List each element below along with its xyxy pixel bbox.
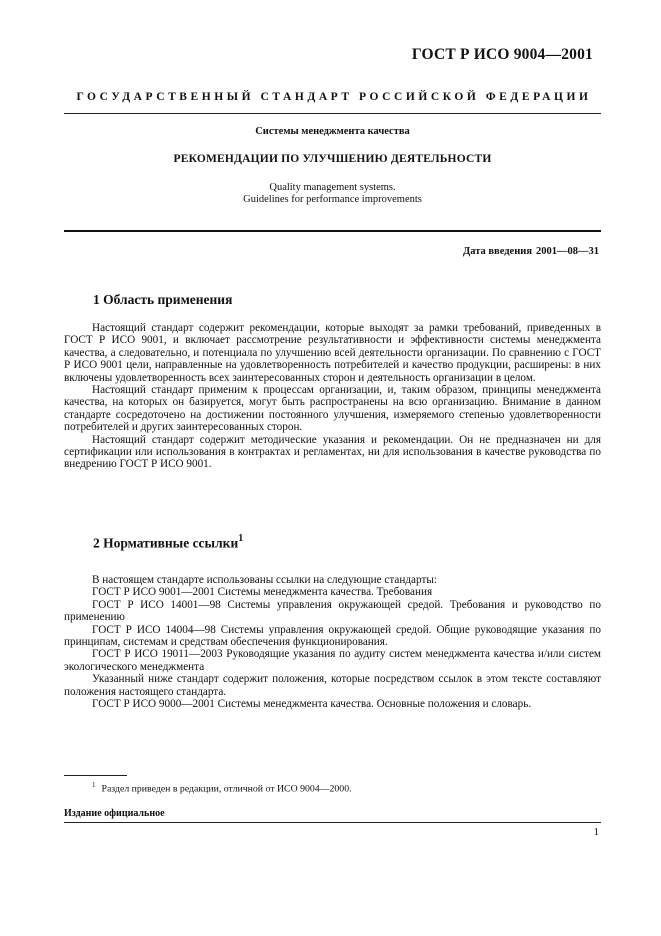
header-rule xyxy=(64,113,601,114)
footnote xyxy=(92,781,352,794)
section-2-paragraph: Указанный ниже стандарт содержит положения, которые посредством ссылок в этом тексте составляют положения настоящего стандарта. xyxy=(64,673,601,698)
section-2-heading xyxy=(93,534,243,552)
section-2-body xyxy=(64,574,601,710)
footnote-ref: 1 xyxy=(238,533,244,544)
title-rule xyxy=(64,230,601,232)
english-title-line-2: Guidelines for performance improvements xyxy=(243,194,422,205)
english-title-line-1: Quality management systems. xyxy=(269,182,396,193)
section-1-paragraph: Настоящий стандарт содержит рекомендации, которые выходят за рамки требований, приведенных в ГОСТ Р ИСО 9001, и включает рассмотрение результативности и эффективности системы менеджмента качества, а следовательно, и потенциала по улучшению всей деятельности организации. По сравнению с ГОСТ Р ИСО 9001 цели, направленные на удовлетворенность потребителей и качество продукции, расширены: в них включены удовлетворенность всех заинтересованных сторон и деятельность организации в целом. xyxy=(64,322,601,384)
date-value: 2001—08—31 xyxy=(536,246,599,257)
introduction-date xyxy=(463,246,599,257)
section-1-paragraph: Настоящий стандарт применим к процессам организации, и, таким образом, принципы менеджмента качества, на которых он базируется, могут быть распространены на всю организацию. Внимание в данном стандарте сосредоточено на достижении постоянного улучшения, измеряемого степенью удовлетворенности потребителей и других заинтересованных сторон. xyxy=(64,384,601,434)
normative-reference: ГОСТ Р ИСО 14001—98 Системы управления окружающей средой. Требования и руководство по применению xyxy=(64,598,601,624)
state-standard-title: ГОСУДАРСТВЕННЫЙ СТАНДАРТ РОССИЙСКОЙ ФЕДЕРАЦИИ xyxy=(76,91,592,103)
section-1-paragraph: Настоящий стандарт содержит методические указания и рекомендации. Он не предназначен ни для сертификации или использования в контрактах и регламентах, ни для использования в качестве руководства по внедрению ГОСТ Р ИСО 9001. xyxy=(64,433,601,471)
footnote-mark: 1 xyxy=(92,781,96,789)
normative-reference: ГОСТ Р ИСО 14004—98 Системы управления окружающей средой. Общие руководящие указания по принципам, системам и средствам обеспечения функционирования. xyxy=(64,623,601,649)
section-2-heading-text: 2 Нормативные ссылки xyxy=(93,535,239,551)
section-1-heading: 1 Область применения xyxy=(93,292,233,307)
normative-reference: ГОСТ Р ИСО 9001—2001 Системы менеджмента качества. Требования xyxy=(92,586,433,599)
footer-rule xyxy=(64,822,601,823)
section-1-body xyxy=(64,322,601,471)
series-title: Системы менеджмента качества xyxy=(255,126,410,137)
section-2-paragraph: В настоящем стандарте использованы ссылки на следующие стандарты: xyxy=(92,574,437,586)
main-title: РЕКОМЕНДАЦИИ ПО УЛУЧШЕНИЮ ДЕЯТЕЛЬНОСТИ xyxy=(173,153,492,165)
footnote-text: Раздел приведен в редакции, отличной от ИСО 9004—2000. xyxy=(101,783,352,795)
doc-number: ГОСТ Р ИСО 9004—2001 xyxy=(411,46,593,63)
page-number: 1 xyxy=(593,826,599,838)
date-label: Дата введения xyxy=(463,246,532,257)
edition-label: Издание официальное xyxy=(64,808,165,819)
english-title xyxy=(64,182,601,206)
footnote-rule xyxy=(64,775,127,776)
normative-reference: ГОСТ Р ИСО 19011—2003 Руководящие указания по аудиту систем менеджмента качества и/или систем экологического менеджмента xyxy=(64,648,601,673)
normative-reference: ГОСТ Р ИСО 9000—2001 Системы менеджмента качества. Основные положения и словарь. xyxy=(92,698,532,711)
